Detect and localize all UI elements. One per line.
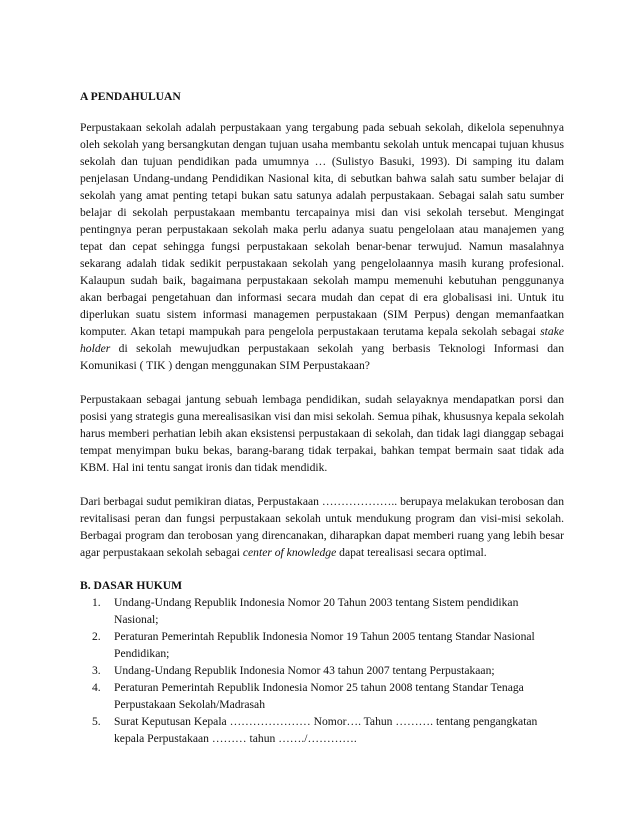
list-number: 3. bbox=[92, 664, 101, 677]
section-b-heading: B. DASAR HUKUM bbox=[80, 579, 183, 592]
list-number: 2. bbox=[92, 630, 101, 643]
paragraph-intro bbox=[80, 119, 564, 374]
emphasis-text: center of knowledge bbox=[242, 546, 337, 559]
paragraph-text: di sekolah mewujudkan perpustakaan sekolah yang berbasis Teknologi Informasi dan Komunikasi ( TIK ) dengan menggunakan SIM Perpustakaan? bbox=[80, 342, 564, 372]
list-text: Peraturan Pemerintah Republik Indonesia Nomor 25 tahun 2008 tentang Standar Tenaga Perpustakaan Sekolah/Madrasah bbox=[114, 681, 524, 711]
paragraph-conclusion bbox=[80, 493, 564, 561]
paragraph-library-heart bbox=[80, 391, 564, 476]
paragraph-text: dapat terealisasi secara optimal. bbox=[336, 546, 487, 559]
list-number: 5. bbox=[92, 715, 101, 728]
list-item bbox=[80, 713, 564, 747]
paragraph-text: Dari berbagai sudut pemikiran diatas, Perpustakaan ……………….. berupaya melakukan terobosan dan revitalisasi peran dan fungsi perpustakaan sekolah untuk mendukung program dan visi-misi sekolah. Berbagai program dan terobosan yang direncanakan, diharapkan dapat memberi ruang yang lebih besar agar perpustakaan sekolah sebagai bbox=[80, 495, 564, 559]
list-number: 1. bbox=[92, 596, 101, 609]
list-text: Undang-Undang Republik Indonesia Nomor 20 Tahun 2003 tentang Sistem pendidikan Nasional; bbox=[114, 596, 519, 626]
paragraph-text: Perpustakaan sekolah adalah perpustakaan yang tergabung pada sebuah sekolah, dikelola sepenuhnya oleh sekolah yang bersangkutan dengan tujuan usaha membantu sekolah untuk mencapai tujuan khusus sekolah dan tujuan pendidikan pada umumnya … (Sulistyo Basuki, 1993). Di samping itu dalam penjelasan Undang-undang Pendidikan Nasional kita, di sebutkan bahwa salah satu sumber belajar di sekolah yang amat penting tetapi bukan satu satunya adalah perpustakaan. Sebagai salah satu sumber belajar di sekolah perpustakaan membantu tercapainya misi dan visi sekolah tersebut. Mengingat pentingnya peran perpustakaan sekolah maka perlu adanya suatu pengelolaan atau manajemen yang tepat dan cepat sehingga fungsi perpustakaan sekolah benar-benar terwujud. Namun masalahnya sekarang adalah tidak sedikit perpustakaan sekolah yang pengelolaannya masih kurang profesional. Kalaupun sudah baik, bagaimana perpustakaan sekolah mampu memenuhi kebutuhan penggunanya akan berbagai pengetahuan dan informasi secara mudah dan cepat di era globalisasi ini. Untuk itu diperlukan suatu sistem informasi managemen perpustakaan (SIM Perpus) dengan memanfaatkan komputer. Akan tetapi mampukah para pengelola perpustakaan terutama kepala sekolah sebagai bbox=[80, 121, 564, 338]
section-a-heading: A PENDAHULUAN bbox=[80, 90, 181, 103]
list-text: Peraturan Pemerintah Republik Indonesia Nomor 19 Tahun 2005 tentang Standar Nasional Pendidikan; bbox=[114, 630, 535, 660]
list-item bbox=[80, 679, 564, 713]
document-page bbox=[80, 88, 564, 747]
list-item bbox=[80, 594, 564, 628]
legal-basis-list bbox=[80, 594, 564, 747]
list-text: Surat Keputusan Kepala ………………… Nomor…. Tahun ………. tentang pengangkatan kepala Perpustakaan ……… tahun ……./…………. bbox=[114, 715, 538, 745]
list-text: Undang-Undang Republik Indonesia Nomor 43 tahun 2007 tentang Perpustakaan; bbox=[114, 664, 495, 677]
list-item bbox=[80, 628, 564, 662]
emphasis-text: stake holder bbox=[80, 325, 564, 355]
list-item bbox=[80, 662, 564, 679]
paragraph-text: Perpustakaan sebagai jantung sebuah lembaga pendidikan, sudah selayaknya mendapatkan porsi dan posisi yang strategis guna merealisasikan visi dan misi sekolah. Semua pihak, khususnya kepala sekolah harus memberi perhatian lebih akan eksistensi perpustakaan di sekolah, dan tidak lagi dianggap sebagai tempat menyimpan buku bekas, barang-barang tidak terpakai, bahkan tempat bermain saat tidak ada KBM. Hal ini tentu sangat ironis dan tidak mendidik. bbox=[80, 393, 564, 474]
list-number: 4. bbox=[92, 681, 101, 694]
